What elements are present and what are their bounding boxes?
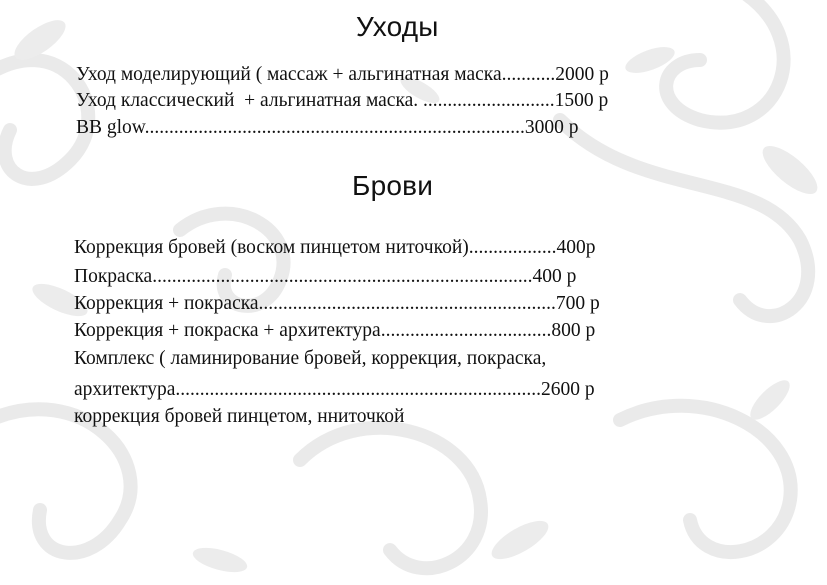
price-line: Уход классический + альгинатная маска. ...........................1500 р — [76, 90, 609, 111]
price-line: Комплекс ( ламинирование бровей, коррекция, покраска, — [74, 348, 547, 369]
section-title-brovi: Брови — [352, 170, 434, 201]
price-line: BB glow..............................................................................3000 р — [76, 117, 579, 138]
price-line: Уход моделирующий ( массаж + альгинатная маска...........2000 р — [76, 64, 609, 85]
price-line: Коррекция + покраска.............................................................700 р — [74, 293, 600, 314]
section-title-uhody: Уходы — [356, 11, 439, 42]
price-line: Коррекция + покраска + архитектура...................................800 р — [74, 320, 596, 341]
price-line: архитектура...........................................................................2600 р — [74, 379, 595, 400]
price-line: Покраска..............................................................................400 р — [74, 266, 577, 287]
price-line: Коррекция бровей (воском пинцетом ниточкой)..................400р — [74, 237, 596, 258]
price-note: коррекция бровей пинцетом, нниточкой — [74, 406, 405, 427]
